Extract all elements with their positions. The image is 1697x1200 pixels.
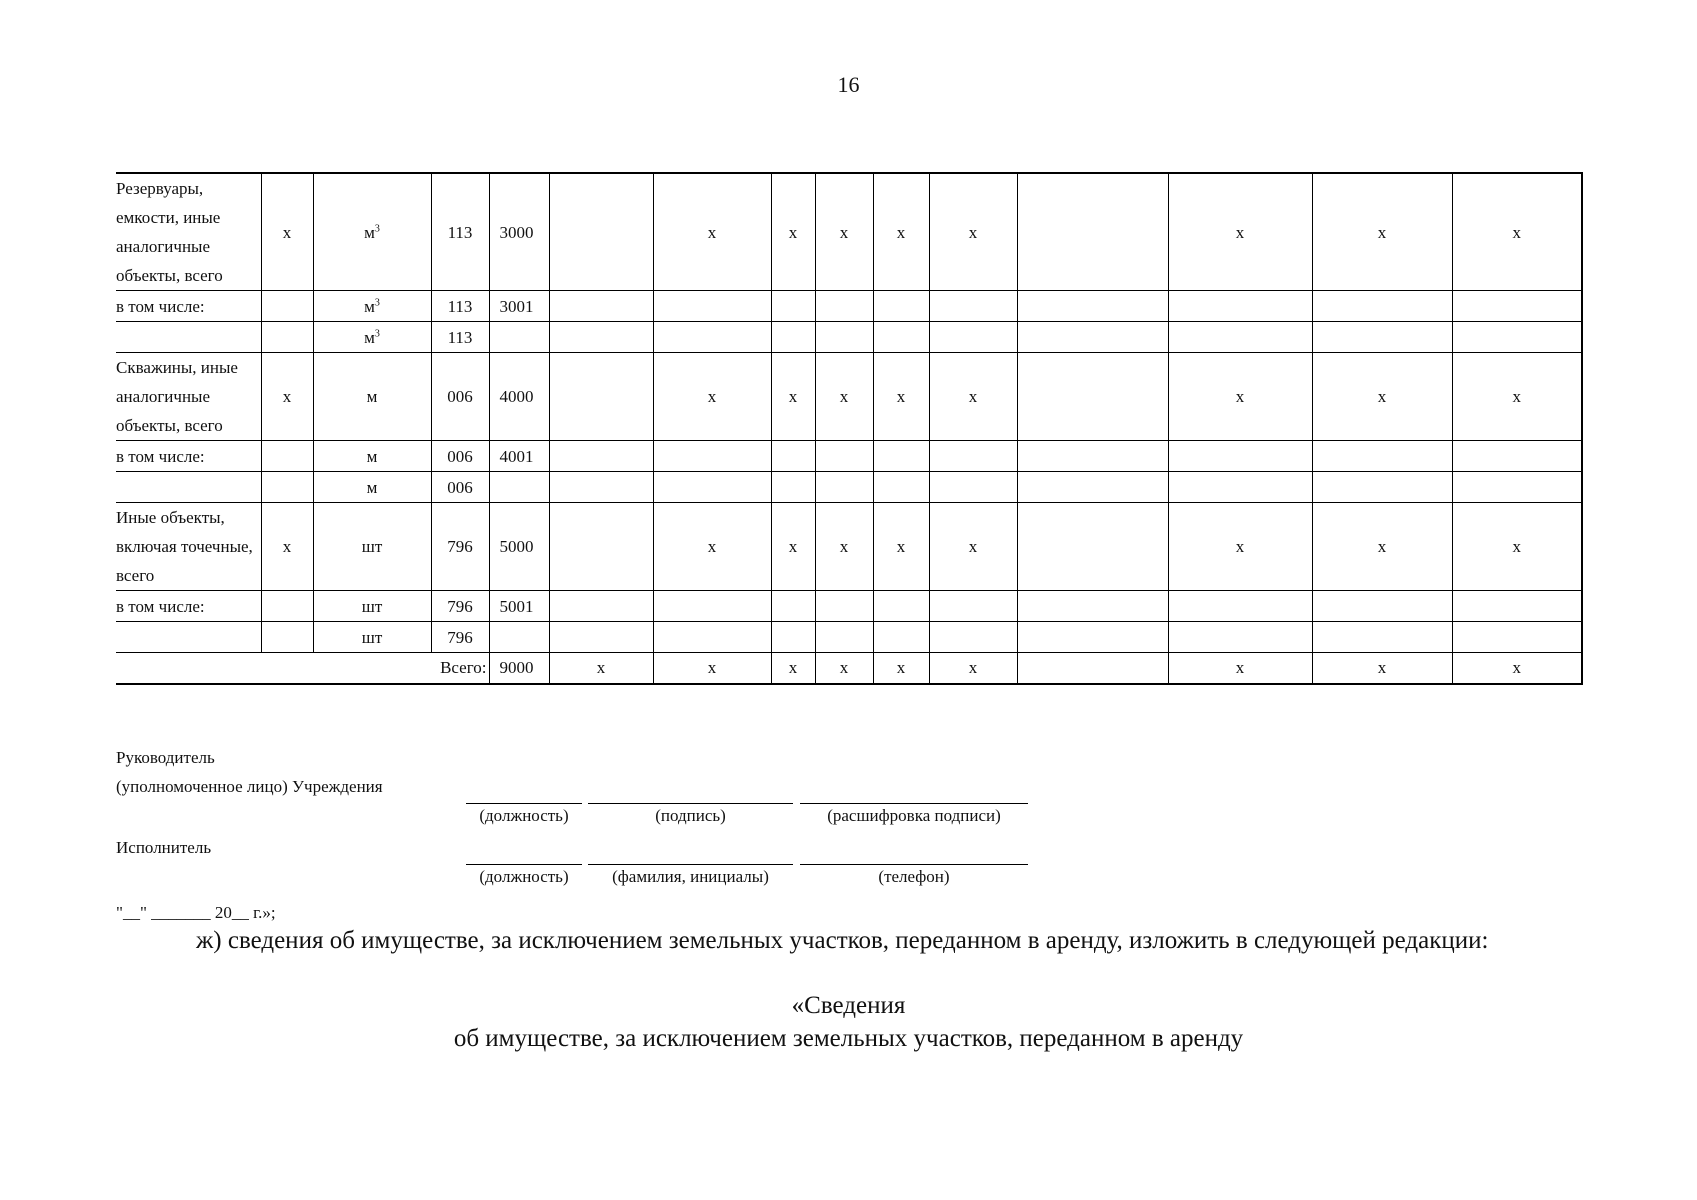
okei-code-cell: 113 bbox=[431, 322, 489, 353]
value-cell: х bbox=[929, 173, 1017, 291]
total-value-cell: х bbox=[1452, 653, 1582, 684]
value-cell bbox=[929, 622, 1017, 653]
row-name-cell: Иные объекты, включая точечные, всего bbox=[116, 503, 261, 591]
value-cell bbox=[815, 441, 873, 472]
line-code-cell bbox=[489, 322, 549, 353]
unit-superscript: 3 bbox=[374, 327, 380, 339]
total-value-cell: х bbox=[1312, 653, 1452, 684]
executor-name-line bbox=[588, 864, 793, 865]
value-cell bbox=[549, 472, 653, 503]
value-cell: х bbox=[815, 503, 873, 591]
value-cell bbox=[1312, 322, 1452, 353]
value-cell: х bbox=[1452, 173, 1582, 291]
okei-code-cell: 113 bbox=[431, 291, 489, 322]
value-cell: х bbox=[1312, 353, 1452, 441]
value-cell: х bbox=[1312, 173, 1452, 291]
value-cell: х bbox=[1452, 353, 1582, 441]
value-cell bbox=[1452, 291, 1582, 322]
okei-code-cell: 796 bbox=[431, 622, 489, 653]
value-cell bbox=[771, 441, 815, 472]
executor-phone-line bbox=[800, 864, 1028, 865]
value-cell bbox=[815, 322, 873, 353]
row-code-cell bbox=[261, 441, 313, 472]
row-code-cell: х bbox=[261, 353, 313, 441]
total-value-cell: х bbox=[815, 653, 873, 684]
value-cell bbox=[815, 291, 873, 322]
value-cell bbox=[771, 622, 815, 653]
line-code-cell: 5001 bbox=[489, 591, 549, 622]
unit-superscript: 3 bbox=[374, 222, 380, 234]
value-cell bbox=[1168, 591, 1312, 622]
unit-label: шт bbox=[361, 596, 383, 616]
head-label: Руководитель bbox=[116, 748, 215, 767]
value-cell: х bbox=[653, 173, 771, 291]
value-cell bbox=[771, 591, 815, 622]
okei-code-cell: 006 bbox=[431, 472, 489, 503]
value-cell bbox=[653, 441, 771, 472]
value-cell: х bbox=[873, 503, 929, 591]
row-name-cell: в том числе: bbox=[116, 591, 261, 622]
value-cell: х bbox=[653, 503, 771, 591]
table-body bbox=[116, 173, 1582, 684]
total-label: Всего: bbox=[116, 653, 489, 684]
value-cell: х bbox=[873, 353, 929, 441]
line-code-cell: 4000 bbox=[489, 353, 549, 441]
total-value-cell: х bbox=[771, 653, 815, 684]
row-code-cell bbox=[261, 591, 313, 622]
value-cell: х bbox=[771, 173, 815, 291]
unit-label: м bbox=[366, 387, 378, 406]
value-cell bbox=[1168, 472, 1312, 503]
value-cell bbox=[653, 322, 771, 353]
okei-code-cell: 796 bbox=[431, 503, 489, 591]
unit-cell bbox=[313, 441, 431, 472]
value-cell bbox=[1452, 472, 1582, 503]
value-cell bbox=[873, 591, 929, 622]
value-cell bbox=[1017, 441, 1168, 472]
section-heading-2: об имуществе, за исключением земельных участков, переданном в аренду bbox=[453, 1025, 1244, 1052]
row-name-cell bbox=[116, 622, 261, 653]
unit-label: м bbox=[364, 327, 375, 347]
row-name-cell bbox=[116, 322, 261, 353]
date-line: "__" _______ 20__ г.»; bbox=[116, 903, 276, 922]
table-row bbox=[116, 173, 1582, 291]
okei-code-cell: 006 bbox=[431, 441, 489, 472]
row-name-cell: Скважины, иные аналогичные объекты, всего bbox=[116, 353, 261, 441]
value-cell bbox=[873, 472, 929, 503]
value-cell bbox=[1168, 291, 1312, 322]
total-line-code: 9000 bbox=[489, 653, 549, 684]
value-cell bbox=[929, 441, 1017, 472]
row-code-cell: х bbox=[261, 173, 313, 291]
line-code-cell: 3001 bbox=[489, 291, 549, 322]
table-row bbox=[116, 472, 1582, 503]
unit-label: м bbox=[364, 222, 375, 242]
value-cell bbox=[1312, 291, 1452, 322]
total-value-cell: х bbox=[929, 653, 1017, 684]
value-cell: х bbox=[1312, 503, 1452, 591]
value-cell bbox=[549, 503, 653, 591]
head-caption-decoding: (расшифровка подписи) bbox=[827, 806, 1001, 825]
line-code-cell bbox=[489, 622, 549, 653]
value-cell bbox=[929, 591, 1017, 622]
total-value-cell: х bbox=[873, 653, 929, 684]
total-row bbox=[116, 653, 1582, 684]
total-value-cell: х bbox=[1168, 653, 1312, 684]
table-row bbox=[116, 503, 1582, 591]
value-cell bbox=[653, 622, 771, 653]
value-cell bbox=[1168, 322, 1312, 353]
line-code-cell: 5000 bbox=[489, 503, 549, 591]
value-cell bbox=[1017, 591, 1168, 622]
value-cell bbox=[653, 472, 771, 503]
row-code-cell bbox=[261, 322, 313, 353]
executor-caption-position: (должность) bbox=[479, 867, 569, 886]
value-cell bbox=[929, 322, 1017, 353]
value-cell bbox=[1312, 472, 1452, 503]
row-name-cell bbox=[116, 472, 261, 503]
table-row bbox=[116, 291, 1582, 322]
line-code-cell: 4001 bbox=[489, 441, 549, 472]
unit-cell bbox=[313, 622, 431, 653]
value-cell bbox=[771, 322, 815, 353]
value-cell: х bbox=[815, 353, 873, 441]
value-cell bbox=[771, 472, 815, 503]
value-cell bbox=[1452, 441, 1582, 472]
value-cell bbox=[929, 472, 1017, 503]
section-heading-1: «Сведения bbox=[791, 992, 906, 1019]
value-cell bbox=[549, 173, 653, 291]
executor-caption-phone: (телефон) bbox=[878, 867, 950, 886]
okei-code-cell: 113 bbox=[431, 173, 489, 291]
value-cell bbox=[549, 322, 653, 353]
unit-label: м bbox=[366, 477, 378, 497]
value-cell bbox=[549, 622, 653, 653]
row-code-cell: х bbox=[261, 503, 313, 591]
row-name-cell: в том числе: bbox=[116, 291, 261, 322]
okei-code-cell: 006 bbox=[431, 353, 489, 441]
value-cell bbox=[1312, 441, 1452, 472]
value-cell bbox=[873, 441, 929, 472]
table-row bbox=[116, 322, 1582, 353]
value-cell bbox=[549, 353, 653, 441]
head-decoding-line bbox=[800, 803, 1028, 804]
value-cell bbox=[1168, 622, 1312, 653]
amendment-paragraph: ж) сведения об имуществе, за исключением земельных участков, переданном в аренду, изложить в следующей редакции: bbox=[196, 927, 1489, 954]
value-cell bbox=[1017, 173, 1168, 291]
value-cell bbox=[549, 591, 653, 622]
line-code-cell: 3000 bbox=[489, 173, 549, 291]
value-cell: х bbox=[815, 173, 873, 291]
row-code-cell bbox=[261, 291, 313, 322]
row-code-cell bbox=[261, 622, 313, 653]
value-cell: х bbox=[771, 353, 815, 441]
unit-cell bbox=[313, 591, 431, 622]
executor-label: Исполнитель bbox=[116, 838, 212, 857]
value-cell: х bbox=[1168, 353, 1312, 441]
value-cell bbox=[873, 322, 929, 353]
unit-cell bbox=[313, 353, 431, 441]
value-cell bbox=[1452, 591, 1582, 622]
unit-cell bbox=[313, 472, 431, 503]
value-cell bbox=[1452, 622, 1582, 653]
row-name-cell: Резервуары, емкости, иные аналогичные объекты, всего bbox=[116, 173, 261, 291]
value-cell bbox=[1017, 291, 1168, 322]
head-position-line bbox=[466, 803, 582, 804]
unit-cell bbox=[313, 322, 431, 353]
table-row bbox=[116, 591, 1582, 622]
unit-cell bbox=[313, 291, 431, 322]
value-cell bbox=[815, 472, 873, 503]
value-cell bbox=[873, 622, 929, 653]
value-cell bbox=[1017, 622, 1168, 653]
head-caption-position: (должность) bbox=[479, 806, 569, 825]
table-row bbox=[116, 622, 1582, 653]
value-cell bbox=[653, 591, 771, 622]
page-number: 16 bbox=[837, 72, 860, 97]
unit-label: м bbox=[366, 446, 378, 466]
value-cell: х bbox=[1452, 503, 1582, 591]
unit-superscript: 3 bbox=[374, 296, 380, 308]
value-cell: х bbox=[1168, 173, 1312, 291]
value-cell bbox=[929, 291, 1017, 322]
line-code-cell bbox=[489, 472, 549, 503]
value-cell: х bbox=[929, 503, 1017, 591]
value-cell: х bbox=[873, 173, 929, 291]
value-cell bbox=[1452, 322, 1582, 353]
property-table bbox=[116, 172, 1583, 685]
table-row bbox=[116, 441, 1582, 472]
value-cell bbox=[873, 291, 929, 322]
executor-caption-name: (фамилия, инициалы) bbox=[612, 867, 769, 886]
value-cell bbox=[1312, 622, 1452, 653]
value-cell: х bbox=[929, 353, 1017, 441]
value-cell bbox=[1312, 591, 1452, 622]
total-value-cell bbox=[1017, 653, 1168, 684]
value-cell: х bbox=[771, 503, 815, 591]
head-caption-signature: (подпись) bbox=[655, 806, 726, 825]
unit-label: шт bbox=[361, 537, 383, 556]
row-name-cell: в том числе: bbox=[116, 441, 261, 472]
value-cell bbox=[771, 291, 815, 322]
value-cell bbox=[815, 622, 873, 653]
value-cell bbox=[1017, 353, 1168, 441]
unit-cell bbox=[313, 173, 431, 291]
value-cell bbox=[549, 441, 653, 472]
value-cell: х bbox=[653, 353, 771, 441]
row-code-cell bbox=[261, 472, 313, 503]
okei-code-cell: 796 bbox=[431, 591, 489, 622]
value-cell bbox=[815, 591, 873, 622]
value-cell bbox=[653, 291, 771, 322]
executor-position-line bbox=[466, 864, 582, 865]
head-signature-line bbox=[588, 803, 793, 804]
value-cell bbox=[1017, 503, 1168, 591]
unit-label: м bbox=[364, 296, 375, 316]
value-cell bbox=[549, 291, 653, 322]
table-row bbox=[116, 353, 1582, 441]
value-cell bbox=[1168, 441, 1312, 472]
unit-label: шт bbox=[361, 627, 383, 647]
head-label-2: (уполномоченное лицо) Учреждения bbox=[116, 777, 383, 796]
total-value-cell: х bbox=[653, 653, 771, 684]
value-cell bbox=[1017, 472, 1168, 503]
total-value-cell: х bbox=[549, 653, 653, 684]
unit-cell bbox=[313, 503, 431, 591]
value-cell bbox=[1017, 322, 1168, 353]
value-cell: х bbox=[1168, 503, 1312, 591]
